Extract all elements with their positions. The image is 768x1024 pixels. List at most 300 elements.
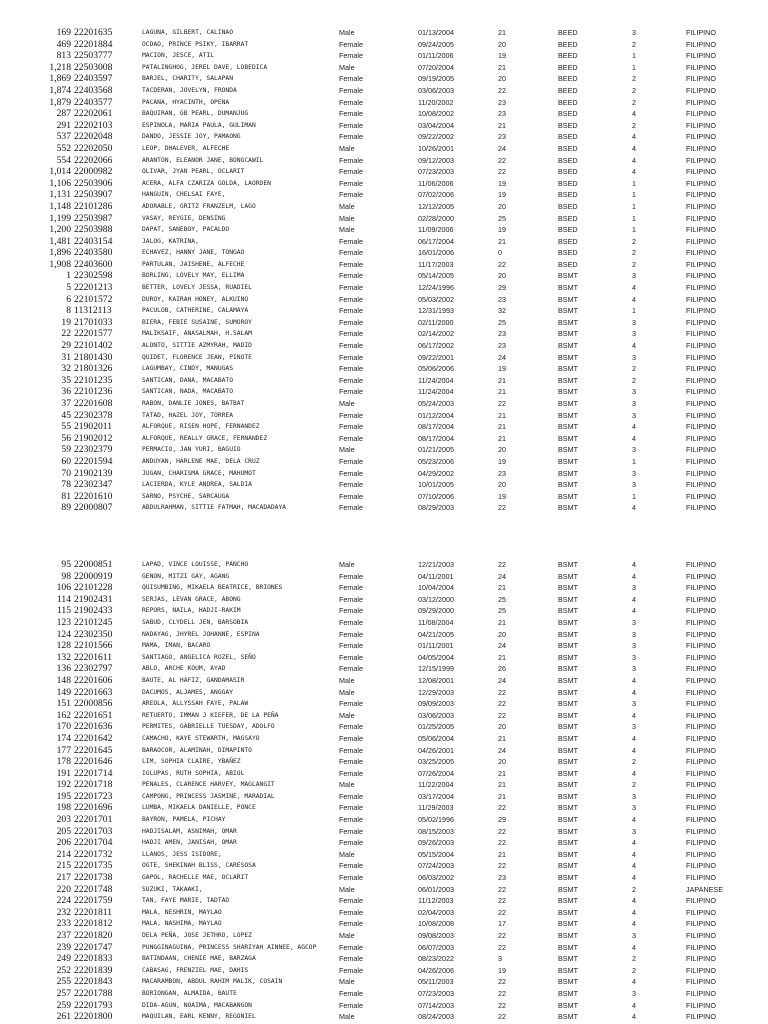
age: 22: [498, 1000, 506, 1010]
table-row: [0, 421, 768, 433]
year-level: 4: [632, 675, 636, 685]
birthdate: 07/23/2003: [418, 988, 454, 998]
age: 20: [498, 480, 506, 490]
program: BSMT: [558, 422, 578, 432]
table-row: [0, 178, 768, 190]
sex: Male: [339, 977, 355, 987]
program: BSMT: [558, 629, 578, 639]
year-level: 3: [632, 28, 636, 37]
table-row: [0, 62, 768, 74]
student-name: PERMACIO, JAN YURI, BAGUIO: [142, 446, 241, 454]
age: 22: [498, 803, 506, 813]
program: BSMT: [558, 733, 578, 743]
year-level: 3: [632, 399, 636, 408]
birthdate: 04/21/2005: [418, 629, 454, 639]
age: 22: [498, 988, 506, 998]
student-id: 22202048: [74, 131, 113, 143]
nationality: FILIPINO: [686, 757, 716, 767]
nationality: FILIPINO: [686, 456, 716, 466]
student-name: DAPAT, SANEBOY, PACALDO: [142, 226, 230, 234]
table-row: [0, 236, 768, 248]
table-row: [0, 143, 768, 155]
nationality: FILIPINO: [686, 617, 716, 627]
age: 22: [498, 687, 506, 697]
program: BSMT: [558, 988, 578, 998]
table-row: [0, 617, 768, 629]
year-level: 1: [632, 62, 636, 72]
student-id: 22201608: [74, 398, 113, 409]
table-row: [0, 687, 768, 699]
table-row: [0, 247, 768, 259]
year-level: 4: [632, 977, 636, 987]
nationality: FILIPINO: [686, 606, 716, 616]
sex: Female: [339, 652, 363, 662]
year-level: 4: [632, 907, 636, 917]
nationality: FILIPINO: [686, 51, 716, 61]
year-level: 2: [632, 884, 636, 894]
student-name: PACANA, HYACINTH, OPENA: [142, 98, 230, 106]
year-level: 2: [632, 85, 636, 95]
year-level: 4: [632, 594, 636, 604]
year-level: 2: [632, 780, 636, 790]
table-row: [0, 491, 768, 503]
program: BSMT: [558, 294, 578, 304]
age: 20: [498, 39, 506, 49]
birthdate: 10/08/2008: [418, 919, 454, 929]
student-name: HANGUIN, CHELSAI FAYE,: [142, 191, 226, 199]
age: 19: [498, 51, 506, 61]
birthdate: 02/28/2000: [418, 213, 454, 223]
table-row: [0, 942, 768, 954]
table-row: [0, 155, 768, 167]
row-number: 261: [56, 1011, 71, 1023]
year-level: 4: [632, 849, 636, 859]
row-number: 22: [61, 328, 71, 340]
year-level: 4: [632, 733, 636, 743]
student-name: SUZUKI, TAKAAKI,: [142, 885, 203, 893]
birthdate: 08/17/2004: [418, 422, 454, 432]
birthdate: 11/12/2003: [418, 896, 454, 906]
student-name: SABUD, CLYDELL JEN, BARSOBIA: [142, 618, 249, 626]
birthdate: 11/24/2004: [418, 387, 454, 397]
table-row: [0, 594, 768, 606]
age: 26: [498, 664, 506, 674]
age: 19: [498, 225, 506, 235]
roster-block-2: [0, 559, 768, 1023]
program: BSMT: [558, 965, 578, 975]
nationality: FILIPINO: [686, 178, 716, 188]
nationality: FILIPINO: [686, 722, 716, 732]
age: 20: [498, 757, 506, 767]
row-number: 469: [56, 38, 71, 50]
table-row: [0, 120, 768, 132]
age: 21: [498, 236, 506, 246]
student-name: MACARAMBON, ABDUL RAHIM MALIK, COSAIN: [142, 978, 283, 986]
nationality: FILIPINO: [686, 491, 716, 501]
nationality: FILIPINO: [686, 317, 716, 327]
row-number: 6: [66, 293, 71, 305]
year-level: 3: [632, 722, 636, 732]
student-name: ESPINOLA, MARIA PAULA, GULIMAN: [142, 121, 256, 129]
student-name: TATAD, HAZEL JOY, TORREA: [142, 411, 233, 419]
student-id: 22201732: [74, 848, 113, 860]
student-name: GENON, MITZI GAY, AGANG: [142, 572, 230, 580]
student-id: 22201748: [74, 883, 113, 895]
age: 22: [498, 931, 506, 940]
birthdate: 09/29/2000: [418, 606, 454, 616]
student-id: 21902139: [74, 467, 113, 479]
nationality: FILIPINO: [686, 167, 716, 177]
nationality: FILIPINO: [686, 954, 716, 964]
sex: Male: [339, 399, 355, 408]
year-level: 1: [632, 213, 636, 223]
age: 29: [498, 283, 506, 293]
table-row: [0, 652, 768, 664]
age: 29: [498, 815, 506, 825]
row-number: 1,908: [49, 258, 71, 270]
birthdate: 05/06/2004: [418, 733, 454, 743]
age: 23: [498, 294, 506, 304]
student-id: 22101228: [74, 582, 113, 594]
nationality: FILIPINO: [686, 62, 716, 72]
sex: Female: [339, 815, 363, 825]
age: 20: [498, 722, 506, 732]
row-number: 8: [66, 305, 71, 317]
sex: Female: [339, 306, 363, 316]
sex: Female: [339, 733, 363, 743]
birthdate: 01/25/2005: [418, 722, 454, 732]
age: 20: [498, 629, 506, 639]
age: 23: [498, 341, 506, 351]
table-row: [0, 189, 768, 201]
year-level: 3: [632, 583, 636, 593]
student-id: 22201651: [74, 709, 113, 721]
nationality: FILIPINO: [686, 410, 716, 420]
year-level: 4: [632, 294, 636, 304]
program: BSMT: [558, 606, 578, 616]
row-number: 177: [56, 744, 71, 756]
program: BEED: [558, 51, 578, 61]
year-level: 2: [632, 120, 636, 130]
birthdate: 11/09/2006: [418, 225, 454, 235]
sex: Female: [339, 1000, 363, 1010]
program: BSMT: [558, 364, 578, 374]
row-number: 552: [56, 142, 71, 154]
row-number: 124: [56, 628, 71, 640]
sex: Female: [339, 954, 363, 964]
row-number: 237: [56, 930, 71, 941]
program: BSED: [558, 248, 578, 258]
sex: Female: [339, 248, 363, 258]
row-number: 136: [56, 663, 71, 675]
row-number: 174: [56, 732, 71, 744]
year-level: 4: [632, 745, 636, 755]
student-id: 22403597: [74, 73, 113, 85]
program: BSMT: [558, 861, 578, 871]
student-id: 22403600: [74, 258, 113, 270]
birthdate: 06/17/2004: [418, 236, 454, 246]
student-name: PENALES, CLARENCE HARVEY, MAGLANGIT: [142, 781, 275, 789]
student-name: LUMBA, MIKAELA DANIELLE, PONCE: [142, 804, 256, 812]
birthdate: 11/22/2004: [418, 780, 454, 790]
row-number: 220: [56, 883, 71, 895]
nationality: FILIPINO: [686, 699, 716, 709]
birthdate: 08/17/2004: [418, 433, 454, 443]
age: 22: [498, 560, 506, 569]
birthdate: 07/23/2003: [418, 167, 454, 177]
student-id: 22101572: [74, 293, 113, 305]
year-level: 4: [632, 768, 636, 778]
year-level: 3: [632, 629, 636, 639]
program: BSMT: [558, 722, 578, 732]
student-name: BETTER, LOVELY JESSA, RUADIEL: [142, 284, 252, 292]
birthdate: 12/15/1999: [418, 664, 454, 674]
roster-block-1: [0, 27, 768, 514]
program: BSMT: [558, 410, 578, 420]
nationality: FILIPINO: [686, 1000, 716, 1010]
student-id: 21902433: [74, 605, 113, 617]
row-number: 114: [56, 593, 71, 605]
student-id: 22201793: [74, 999, 113, 1011]
student-id: 22201704: [74, 837, 113, 849]
birthdate: 06/17/2002: [418, 341, 454, 351]
nationality: FILIPINO: [686, 896, 716, 906]
program: BSMT: [558, 757, 578, 767]
table-row: [0, 479, 768, 491]
table-row: [0, 97, 768, 109]
sex: Female: [339, 468, 363, 478]
age: 24: [498, 352, 506, 362]
year-level: 3: [632, 641, 636, 651]
student-id: 22503988: [74, 224, 113, 236]
nationality: FILIPINO: [686, 780, 716, 790]
year-level: 3: [632, 271, 636, 281]
nationality: FILIPINO: [686, 849, 716, 859]
student-id: 21902012: [74, 432, 113, 444]
row-number: 115: [56, 605, 71, 617]
birthdate: 11/29/2003: [418, 803, 454, 813]
program: BSMT: [558, 780, 578, 790]
student-name: PERMITES, GABRIELLE TUESDAY, ADOLFO: [142, 723, 275, 731]
nationality: FILIPINO: [686, 236, 716, 246]
year-level: 4: [632, 710, 636, 720]
table-row: [0, 721, 768, 733]
birthdate: 08/24/2003: [418, 1012, 454, 1022]
age: 24: [498, 675, 506, 685]
year-level: 4: [632, 838, 636, 848]
student-name: CAMACHO, KAYE STEWARTH, MAGSAYO: [142, 734, 260, 742]
sex: Male: [339, 1012, 355, 1022]
student-name: DUROY, KAIRAH HONEY, ALKUINO: [142, 295, 249, 303]
table-row: [0, 1011, 768, 1023]
student-name: ALONTO, SITTIE AZMYRAH, MADID: [142, 342, 252, 350]
sex: Female: [339, 896, 363, 906]
program: BSMT: [558, 745, 578, 755]
age: 25: [498, 213, 506, 223]
nationality: FILIPINO: [686, 791, 716, 801]
age: 22: [498, 1012, 506, 1022]
row-number: 1,014: [49, 166, 71, 178]
student-name: MAMA, IMAN, BACARO: [142, 642, 211, 650]
year-level: 3: [632, 988, 636, 998]
student-name: LIM, SOPHIA CLAIRE, YBAÑEZ: [142, 758, 241, 766]
student-id: 22201811: [74, 906, 113, 918]
age: 20: [498, 271, 506, 281]
student-name: PUNGGINAGUINA, PRINCESS SHARIYAH AINNEE, AGCOP: [142, 943, 317, 951]
year-level: 1: [632, 225, 636, 235]
sex: Female: [339, 155, 363, 165]
program: BSED: [558, 143, 578, 153]
age: 21: [498, 62, 506, 72]
student-id: 21701033: [74, 316, 113, 328]
nationality: FILIPINO: [686, 132, 716, 142]
program: BSED: [558, 225, 578, 235]
student-name: CABASAG, FRENZIEL MAE, DAHIS: [142, 966, 249, 974]
nationality: FILIPINO: [686, 594, 716, 604]
student-name: SANTIAGO, ANGELICA ROZEL, SEÑO: [142, 653, 256, 661]
birthdate: 01/13/2004: [418, 28, 454, 37]
age: 24: [498, 641, 506, 651]
birthdate: 03/04/2004: [418, 120, 454, 130]
program: BSED: [558, 155, 578, 165]
student-id: 22201611: [74, 651, 113, 663]
table-row: [0, 363, 768, 375]
table-row: [0, 108, 768, 120]
program: BSMT: [558, 977, 578, 987]
student-name: LAGUNA, GILBERT, CALINAO: [142, 29, 233, 36]
student-name: OGTE, SHEKINAH BLISS, CARESOSA: [142, 862, 256, 870]
birthdate: 04/05/2004: [418, 652, 454, 662]
birthdate: 12/29/2003: [418, 687, 454, 697]
birthdate: 09/12/2003: [418, 155, 454, 165]
nationality: FILIPINO: [686, 352, 716, 362]
age: 21: [498, 375, 506, 385]
student-id: 22403580: [74, 247, 113, 259]
birthdate: 04/11/2001: [418, 571, 454, 581]
student-name: ARANTON, ELEANOR JANE, BONGCAWIL: [142, 156, 264, 164]
nationality: FILIPINO: [686, 907, 716, 917]
program: BSMT: [558, 896, 578, 906]
age: 22: [498, 896, 506, 906]
table-row: [0, 884, 768, 896]
birthdate: 12/31/1993: [418, 306, 454, 316]
nationality: FILIPINO: [686, 109, 716, 119]
program: BSMT: [558, 652, 578, 662]
student-id: 22302378: [74, 409, 113, 421]
row-number: 1,199: [49, 212, 71, 224]
row-number: 78: [61, 479, 71, 491]
row-number: 81: [61, 490, 71, 502]
row-number: 1: [66, 270, 71, 282]
student-name: REPORS, NAILA, HADJI-RAKIM: [142, 607, 241, 615]
student-id: 22403154: [74, 235, 113, 247]
year-level: 4: [632, 283, 636, 293]
birthdate: 01/11/2006: [418, 51, 454, 61]
table-row: [0, 39, 768, 51]
sex: Male: [339, 710, 355, 720]
program: BSMT: [558, 954, 578, 964]
row-number: 1,200: [49, 224, 71, 236]
row-number: 214: [56, 848, 71, 860]
year-level: 2: [632, 74, 636, 84]
age: 21: [498, 120, 506, 130]
program: BSMT: [558, 849, 578, 859]
age: 22: [498, 884, 506, 894]
student-id: 22201884: [74, 38, 113, 50]
student-id: 22101236: [74, 386, 113, 398]
student-name: JUGAN, CHARISMA GRACE, MAHUMOT: [142, 469, 256, 477]
student-name: JALOG, KATRINA,: [142, 237, 199, 245]
year-level: 2: [632, 954, 636, 964]
student-id: 22202050: [74, 142, 113, 154]
program: BSMT: [558, 699, 578, 709]
row-number: 32: [61, 363, 71, 375]
table-row: [0, 953, 768, 965]
sex: Female: [339, 329, 363, 339]
nationality: FILIPINO: [686, 399, 716, 408]
student-name: RABON, DANLIE JONES, BATBAT: [142, 400, 245, 407]
student-id: 22201642: [74, 732, 113, 744]
table-row: [0, 895, 768, 907]
student-name: MAQUILAN, EARL KENNY, REGONIEL: [142, 1013, 256, 1021]
row-number: 151: [56, 698, 71, 710]
age: 21: [498, 433, 506, 443]
nationality: FILIPINO: [686, 97, 716, 107]
row-number: 224: [56, 895, 71, 907]
birthdate: 11/06/2006: [418, 178, 454, 188]
age: 21: [498, 791, 506, 801]
student-name: OLIVAR, JYAN PEARL, OCLARIT: [142, 168, 245, 176]
program: BSMT: [558, 942, 578, 952]
age: 21: [498, 583, 506, 593]
birthdate: 09/26/2003: [418, 838, 454, 848]
birthdate: 09/22/2001: [418, 352, 454, 362]
age: 22: [498, 155, 506, 165]
sex: Female: [339, 352, 363, 362]
student-id: 22201800: [74, 1011, 113, 1023]
table-row: [0, 352, 768, 364]
student-id: 22201714: [74, 767, 113, 779]
student-name: SANTICAN, DANA, MACABATO: [142, 376, 233, 384]
birthdate: 03/25/2005: [418, 757, 454, 767]
sex: Female: [339, 838, 363, 848]
student-name: GAPOL, RACHELLE MAE, OCLARIT: [142, 874, 249, 882]
birthdate: 02/11/2000: [418, 317, 454, 327]
age: 25: [498, 317, 506, 327]
table-row: [0, 224, 768, 236]
nationality: FILIPINO: [686, 306, 716, 316]
student-id: 22101286: [74, 200, 113, 212]
student-name: CAMPONG, PRINCESS JASMINE, MARADIAL: [142, 792, 275, 800]
year-level: 1: [632, 178, 636, 188]
row-number: 170: [56, 721, 71, 733]
student-id: 22201610: [74, 490, 113, 502]
student-id: 22202061: [74, 108, 113, 120]
sex: Female: [339, 85, 363, 95]
sex: Female: [339, 757, 363, 767]
student-id: 22201820: [74, 930, 113, 941]
table-row: [0, 328, 768, 340]
table-row: [0, 50, 768, 62]
nationality: FILIPINO: [686, 341, 716, 351]
nationality: FILIPINO: [686, 942, 716, 952]
birthdate: 05/15/2004: [418, 849, 454, 859]
birthdate: 12/24/1996: [418, 283, 454, 293]
age: 23: [498, 873, 506, 883]
sex: Female: [339, 768, 363, 778]
student-id: 21801326: [74, 363, 113, 375]
sex: Female: [339, 317, 363, 327]
